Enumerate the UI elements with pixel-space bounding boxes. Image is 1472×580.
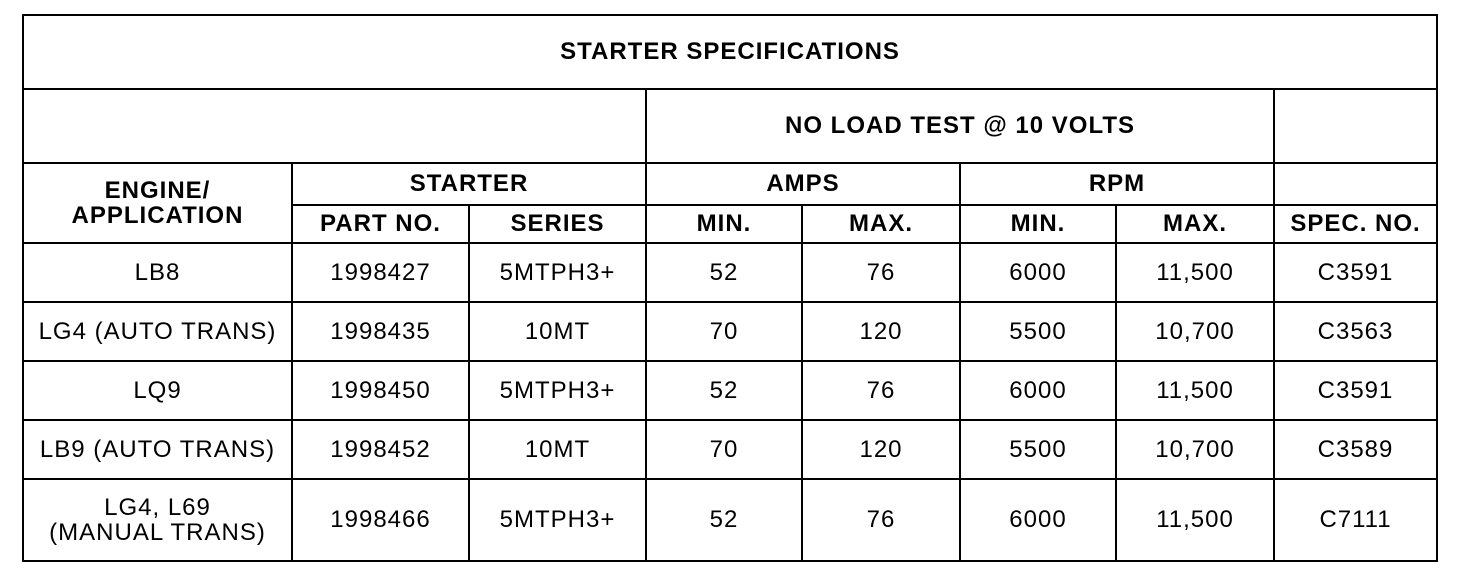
- application-line1: LG4, L69: [104, 493, 211, 521]
- application-cell: LQ9: [23, 361, 292, 420]
- part-no-cell: 1998427: [292, 243, 469, 302]
- rpm-max-cell: 10,700: [1116, 420, 1274, 479]
- part-no-header: PART NO.: [292, 205, 469, 243]
- part-no-cell: 1998435: [292, 302, 469, 361]
- amps-min-cell: 52: [646, 361, 802, 420]
- rpm-min-cell: 5500: [960, 420, 1116, 479]
- amps-group-header: AMPS: [646, 163, 960, 205]
- spec-no-cell: C3589: [1274, 420, 1437, 479]
- engine-header-line1: ENGINE/: [104, 176, 211, 204]
- application-cell: LB9 (AUTO TRANS): [23, 420, 292, 479]
- rpm-max-cell: 11,500: [1116, 243, 1274, 302]
- rpm-max-cell: 11,500: [1116, 361, 1274, 420]
- amps-max-cell: 76: [802, 361, 960, 420]
- table-title: STARTER SPECIFICATIONS: [23, 15, 1437, 89]
- rpm-min-cell: 6000: [960, 479, 1116, 561]
- amps-max-header: MAX.: [802, 205, 960, 243]
- part-no-cell: 1998450: [292, 361, 469, 420]
- starter-group-header: STARTER: [292, 163, 646, 205]
- amps-max-cell: 120: [802, 302, 960, 361]
- amps-min-cell: 70: [646, 420, 802, 479]
- rpm-group-header: RPM: [960, 163, 1274, 205]
- rpm-min-cell: 5500: [960, 302, 1116, 361]
- table-row: [23, 302, 1437, 361]
- spec-no-cell: C7111: [1274, 479, 1437, 561]
- no-load-test-header: NO LOAD TEST @ 10 VOLTS: [646, 89, 1274, 163]
- rpm-min-header: MIN.: [960, 205, 1116, 243]
- spec-no-cell: C3591: [1274, 243, 1437, 302]
- amps-max-cell: 76: [802, 479, 960, 561]
- table-row: [23, 243, 1437, 302]
- series-cell: 10MT: [469, 420, 646, 479]
- starter-spec-table: [22, 14, 1438, 562]
- amps-min-cell: 52: [646, 243, 802, 302]
- amps-min-cell: 70: [646, 302, 802, 361]
- series-cell: 5MTPH3+: [469, 361, 646, 420]
- application-cell: LG4 (AUTO TRANS): [23, 302, 292, 361]
- rpm-max-cell: 10,700: [1116, 302, 1274, 361]
- blank-spec-header-cell: [1274, 89, 1437, 163]
- engine-application-header: [23, 163, 292, 243]
- spec-no-header: SPEC. NO.: [1274, 205, 1437, 243]
- application-cell: LB8: [23, 243, 292, 302]
- part-no-cell: 1998466: [292, 479, 469, 561]
- spec-no-cell: C3591: [1274, 361, 1437, 420]
- series-cell: 5MTPH3+: [469, 479, 646, 561]
- table-row: [23, 479, 1437, 561]
- blank-header-cell: [23, 89, 646, 163]
- part-no-cell: 1998452: [292, 420, 469, 479]
- application-cell: [23, 479, 292, 561]
- rpm-max-cell: 11,500: [1116, 479, 1274, 561]
- application-line2: (MANUAL TRANS): [49, 519, 266, 546]
- spec-no-cell: C3563: [1274, 302, 1437, 361]
- amps-min-header: MIN.: [646, 205, 802, 243]
- engine-header-line2: APPLICATION: [71, 202, 244, 229]
- series-cell: 10MT: [469, 302, 646, 361]
- rpm-min-cell: 6000: [960, 361, 1116, 420]
- series-cell: 5MTPH3+: [469, 243, 646, 302]
- amps-min-cell: 52: [646, 479, 802, 561]
- table-row: [23, 361, 1437, 420]
- rpm-min-cell: 6000: [960, 243, 1116, 302]
- table-row: [23, 420, 1437, 479]
- amps-max-cell: 120: [802, 420, 960, 479]
- series-header: SERIES: [469, 205, 646, 243]
- amps-max-cell: 76: [802, 243, 960, 302]
- blank-spec-subheader-cell: [1274, 163, 1437, 205]
- rpm-max-header: MAX.: [1116, 205, 1274, 243]
